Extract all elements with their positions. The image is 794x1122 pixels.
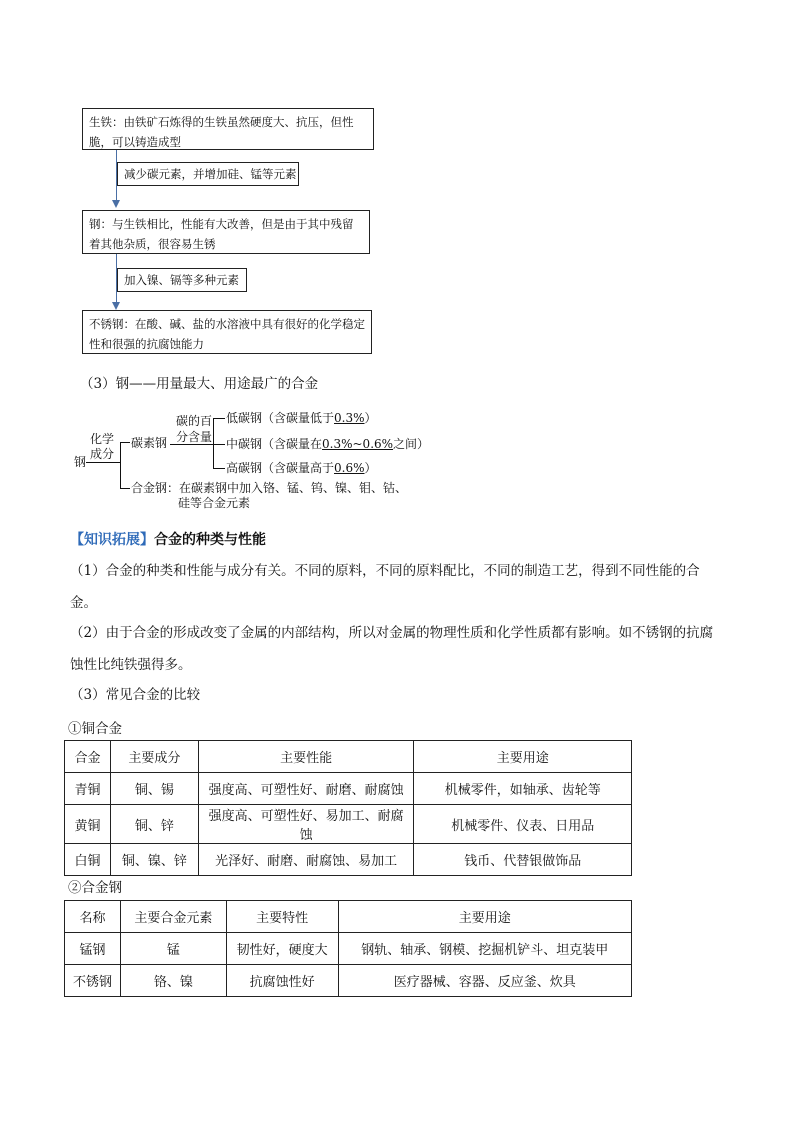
flow-step-2: 加入镍、镉等多种元素: [117, 268, 247, 292]
knowledge-extension-heading: [70, 529, 266, 549]
table-header: 主要用途: [414, 741, 632, 773]
tree-line: [170, 444, 218, 445]
heading-title: 合金的种类与性能: [154, 532, 266, 548]
low-carbon-prefix: 低碳钢（含碳量低于: [226, 411, 335, 425]
table-header: 名称: [65, 901, 121, 933]
alloy-steel-table: [64, 900, 632, 997]
tree-line: [120, 442, 130, 443]
low-carbon-suffix: ）: [364, 411, 377, 425]
tree-branch-label-1: 化学: [90, 432, 115, 446]
tree-line: [120, 442, 121, 488]
table-cell: 青铜: [65, 773, 111, 805]
high-carbon-prefix: 高碳钢（含碳量高于: [226, 461, 335, 475]
paragraph-2: （2）由于合金的形成改变了金属的内部结构，所以对金属的物理性质和化学性质都有影响。如不锈钢的抗腐蚀性比纯铁强得多。: [70, 625, 714, 673]
tree-carbon-steel: 碳素钢: [131, 436, 168, 450]
tree-line: [213, 418, 214, 468]
table-header-row: [65, 741, 632, 773]
tree-carbon-label-1: 碳的百: [176, 414, 213, 428]
flow-box-steel: 钢：与生铁相比，性能有大改善，但是由于其中残留着其他杂质，很容易生锈: [82, 210, 370, 254]
tree-mid-carbon: [226, 437, 429, 451]
table-row: [65, 844, 632, 876]
table-header: 主要成分: [110, 741, 198, 773]
table-cell: 白铜: [65, 844, 111, 876]
low-carbon-value: 0.3%: [334, 411, 365, 425]
table-header: 主要用途: [338, 901, 631, 933]
flow-box-pig-iron: 生铁：由铁矿石炼得的生铁虽然硬度大、抗压，但性脆，可以铸造成型: [82, 108, 374, 150]
table-cell: 铜、镍、锌: [110, 844, 198, 876]
tree-low-carbon: [226, 411, 377, 425]
table-cell: 铜、锌: [110, 805, 198, 844]
mid-carbon-suffix: 之间）: [393, 437, 430, 451]
flow-arrow-2-icon: [112, 302, 120, 310]
mid-carbon-prefix: 中碳钢（含碳量在: [226, 437, 323, 451]
table-header: 主要性能: [198, 741, 414, 773]
table-cell: 黄铜: [65, 805, 111, 844]
tree-alloy-steel: 合金钢：在碳素钢中加入铬、锰、钨、镍、钼、钴、: [131, 481, 408, 495]
table-cell: 强度高、可塑性好、耐磨、耐腐蚀: [198, 773, 414, 805]
table-row: [65, 805, 632, 844]
table-row: [65, 933, 632, 965]
table-cell: 铬、镍: [120, 965, 226, 997]
table-cell: 不锈钢: [65, 965, 121, 997]
table-cell: 钱币、代替银做饰品: [414, 844, 632, 876]
table-cell: 韧性好，硬度大: [226, 933, 338, 965]
copper-alloy-table: [64, 740, 632, 876]
high-carbon-value: 0.6%: [334, 461, 365, 475]
table-cell: 强度高、可塑性好、易加工、耐腐蚀: [198, 805, 414, 844]
table-header: 主要合金元素: [120, 901, 226, 933]
mid-carbon-value: 0.3%~0.6%: [322, 437, 394, 451]
tree-carbon-label-2: 分含量: [176, 430, 213, 444]
tree-high-carbon: [226, 461, 377, 475]
table-cell: 机械零件，如轴承、齿轮等: [414, 773, 632, 805]
table-cell: 医疗器械、容器、反应釜、炊具: [338, 965, 631, 997]
copper-table-caption: ①铜合金: [68, 721, 122, 737]
steel-table-caption: ②合金钢: [68, 880, 122, 896]
tree-line: [213, 468, 225, 469]
table-cell: 机械零件、仪表、日用品: [414, 805, 632, 844]
table-header-row: [65, 901, 632, 933]
tree-line: [86, 462, 120, 463]
tree-line: [120, 488, 130, 489]
table-cell: 铜、锡: [110, 773, 198, 805]
flow-step-1: 减少碳元素，并增加硅、锰等元素: [117, 162, 299, 186]
table-row: [65, 965, 632, 997]
tree-branch-label-2: 成分: [90, 447, 115, 461]
table-cell: 抗腐蚀性好: [226, 965, 338, 997]
table-cell: 钢轨、轴承、钢模、挖掘机铲斗、坦克装甲: [338, 933, 631, 965]
flow-arrow-1-icon: [112, 200, 120, 208]
table-cell: 锰: [120, 933, 226, 965]
heading-bracket: 【知识拓展】: [70, 532, 154, 548]
table-cell: 锰钢: [65, 933, 121, 965]
table-cell: 光泽好、耐磨、耐腐蚀、易加工: [198, 844, 414, 876]
table-header: 合金: [65, 741, 111, 773]
paragraph-1: （1）合金的种类和性能与成分有关。不同的原料，不同的原料配比，不同的制造工艺，得到不同性能的合金。: [70, 563, 700, 611]
section-3-title: （3）钢——用量最大、用途最广的合金: [80, 376, 319, 392]
paragraph-3: （3）常见合金的比较: [70, 687, 201, 703]
table-row: [65, 773, 632, 805]
tree-line: [213, 444, 225, 445]
flow-box-stainless: 不锈钢：在酸、碱、盐的水溶液中具有很好的化学稳定性和很强的抗腐蚀能力: [82, 310, 372, 354]
high-carbon-suffix: ）: [364, 461, 377, 475]
tree-alloy-steel-2: 硅等合金元素: [178, 496, 251, 510]
tree-root: 钢: [74, 455, 87, 469]
tree-line: [213, 418, 225, 419]
table-header: 主要特性: [226, 901, 338, 933]
